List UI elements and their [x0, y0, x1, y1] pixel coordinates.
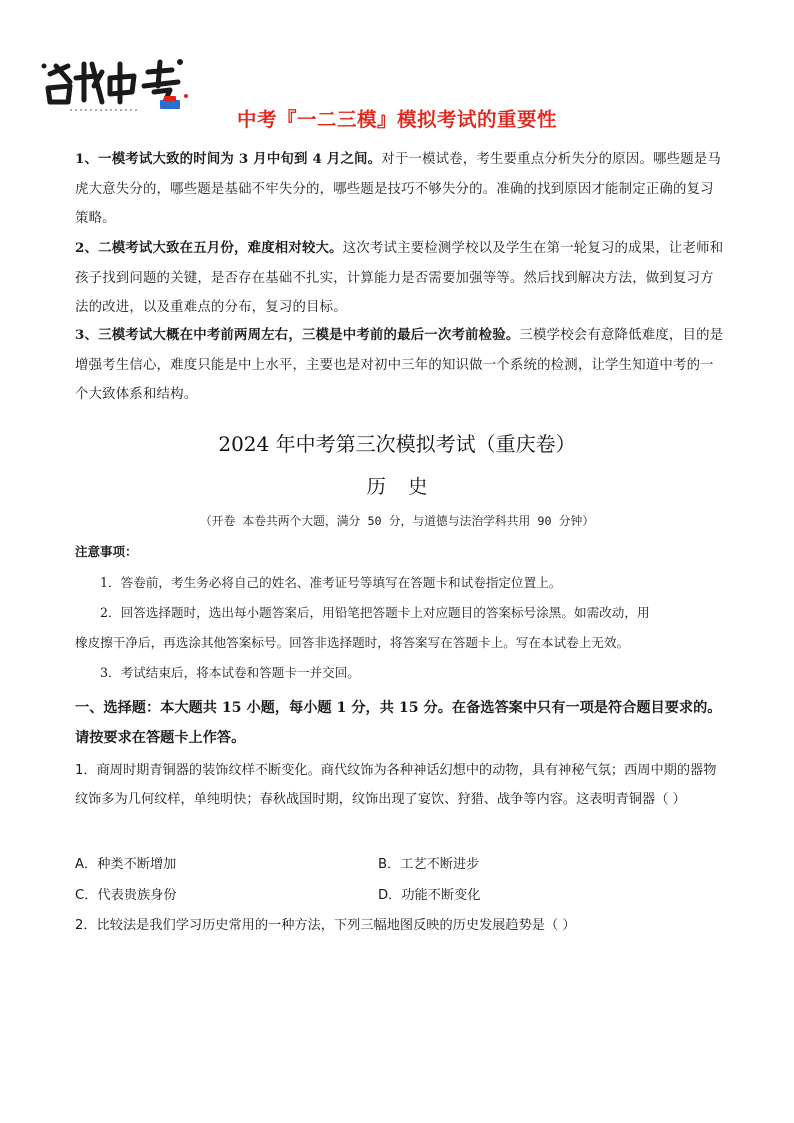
intro-p3-text: 三模学校会有意降低难度，目的是增强考生信心，难度只能是中上水平，主要也是对初中三年的知识做一个系统的检测，让学生知道中考的一个大致体系和结构。 [75, 328, 724, 402]
question-1-option-a: A．种类不断增加 [75, 857, 177, 872]
notice-item-2-continued: 橡皮擦干净后，再选涂其他答案标号。回答非选择题时，将答案写在答题卡上。写在本试卷上无效。 [75, 635, 630, 650]
intro-p1-bold: 1、一模考试大致的时间为 3 月中旬到 4 月之间。 [75, 151, 382, 167]
question-1-option-d: D．功能不断变化 [378, 888, 481, 903]
question-2-stem: 2．比较法是我们学习历史常用的一种方法，下列三幅地图反映的历史发展趋势是（ ） [75, 918, 576, 933]
exam-title: 2024 年中考第三次模拟考试（重庆卷） [218, 432, 576, 456]
notice-item-1: 1．答卷前，考生务必将自己的姓名、准考证号等填写在答题卡和试卷指定位置上。 [100, 575, 562, 590]
exam-subject: 历史 [366, 475, 450, 498]
notice-heading: 注意事项： [75, 544, 138, 559]
intro-p3-bold: 3、三模考试大概在中考前两周左右，三模是中考前的最后一次考前检验。 [75, 327, 520, 343]
intro-p2-bold: 2、二模考试大致在五月份，难度相对较大。 [75, 240, 343, 256]
intro-paragraph-1 [75, 145, 725, 234]
question-1-stem: 1．商周时期青铜器的装饰纹样不断变化。商代纹饰为各种神话幻想中的动物，具有神秘气氛；西周中期的器物纹饰多为几何纹样，单纯明快；春秋战国时期，纹饰出现了宴饮、狩猎、战争等内容。这表明青铜器（ ） [75, 763, 717, 807]
intro-paragraph-2 [75, 234, 725, 323]
question-1-option-b: B．工艺不断进步 [378, 857, 480, 872]
intro-p2-text: 这次考试主要检测学校以及学生在第一轮复习的成果，让老师和孩子找到问题的关键，是否存在基础不扎实，计算能力是否需要加强等等。然后找到解决方法，做到复习方法的改进，以及重难点的分布，复习的目标。 [75, 241, 724, 315]
section-heading: 一、选择题：本大题共 15 小题，每小题 1 分，共 15 分。在备选答案中只有一项是符合题目要求的。请按要求在答题卡上作答。 [75, 700, 722, 746]
notice-item-2: 2．回答选择题时，选出每小题答案后，用铅笔把答题卡上对应题目的答案标号涂黑。如需改动，用 [100, 605, 650, 620]
intro-paragraph-3 [75, 321, 725, 410]
notice-item-3: 3．考试结束后，将本试卷和答题卡一并交回。 [100, 665, 360, 680]
intro-p1-text: 对于一模试卷，考生要重点分析失分的原因。哪些题是马虎大意失分的，哪些题是基础不牢失分的，哪些题是技巧不够失分的。准确的找到原因才能制定正确的复习策略。 [75, 152, 721, 226]
intro-title: 中考『一二三模』模拟考试的重要性 [236, 108, 557, 131]
question-1-option-c: C．代表贵族身份 [75, 888, 177, 903]
exam-subtitle: （开卷 本卷共两个大题，满分 50 分，与道德与法治学科共用 90 分钟） [199, 514, 595, 528]
